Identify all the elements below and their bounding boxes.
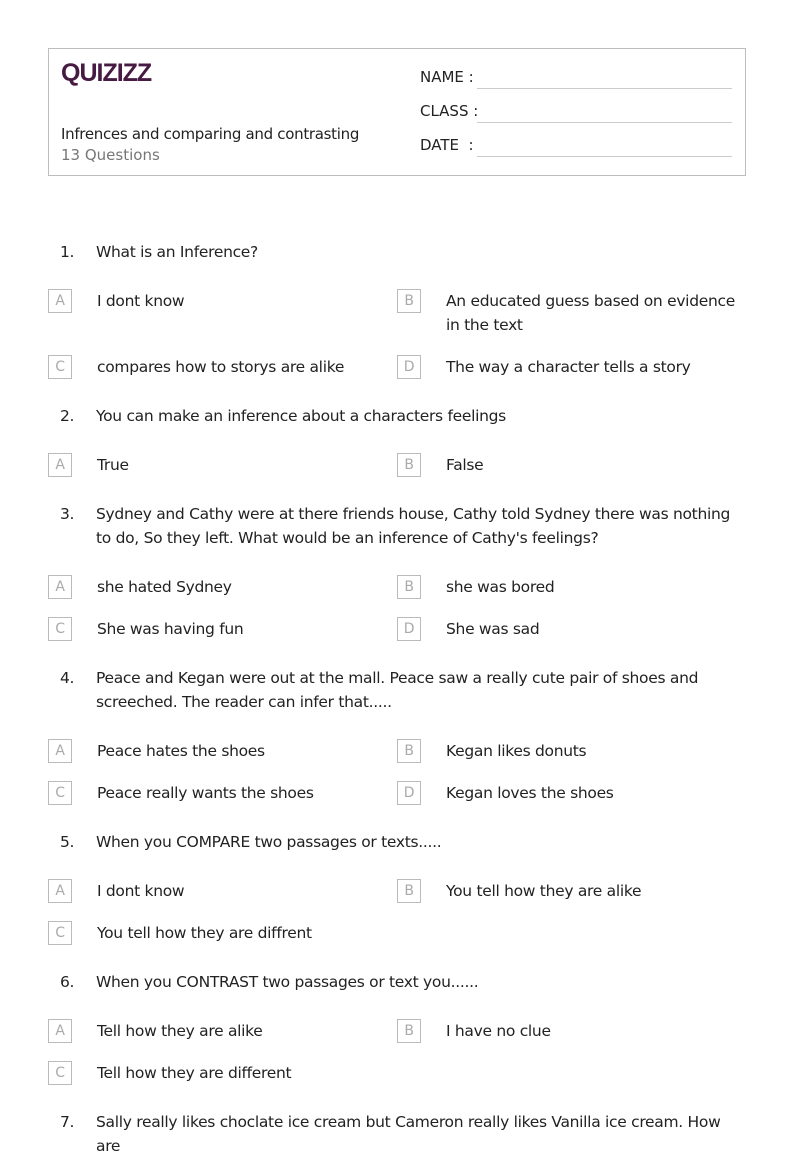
question-text: When you COMPARE two passages or texts..... [96,833,442,851]
option-text: Kegan loves the shoes [446,784,614,802]
option-text: I dont know [97,292,185,310]
name-field[interactable] [420,68,474,86]
question-text: You can make an inference about a characters feelings [96,407,506,425]
answer-option[interactable] [0,289,397,337]
question [0,404,794,428]
name-line[interactable] [477,88,732,89]
option-text: True [97,456,129,474]
option-letter-box[interactable]: B [397,289,421,313]
question [0,240,794,264]
option-text: You tell how they are alike [446,882,642,900]
option-text: False [446,456,484,474]
option-letter-box[interactable]: A [48,1019,72,1043]
answer-options [0,453,794,477]
answer-option[interactable] [0,575,397,599]
question-number: 5. [60,833,75,851]
option-text: An educated guess based on evidence in the text [446,292,735,334]
name-label: NAME : [420,68,474,86]
option-text: Peace really wants the shoes [97,784,314,802]
option-text: Tell how they are alike [97,1022,263,1040]
option-text: she hated Sydney [97,578,232,596]
question-text: Peace and Kegan were out at the mall. Peace saw a really cute pair of shoes and screeched. The reader can infer that..... [96,669,699,711]
class-line[interactable] [477,122,732,123]
question-text: Sydney and Cathy were at there friends house, Cathy told Sydney there was nothing to do, So they left. What would be an inference of Cathy's feelings? [96,505,731,547]
question [0,502,794,550]
answer-option[interactable] [397,289,746,337]
question-block [0,970,794,1085]
answer-option[interactable] [397,575,746,599]
option-letter-box[interactable]: B [397,739,421,763]
option-text: I dont know [97,882,185,900]
question-text: What is an Inference? [96,243,258,261]
question [0,830,794,854]
option-letter-box[interactable]: A [48,879,72,903]
question [0,970,794,994]
option-letter-box[interactable]: B [397,453,421,477]
option-letter-box[interactable]: A [48,289,72,313]
question-block [0,502,794,641]
option-letter-box[interactable]: D [397,617,421,641]
option-letter-box[interactable]: D [397,355,421,379]
question-block [0,666,794,805]
date-line[interactable] [477,156,732,157]
option-letter-box[interactable]: C [48,1061,72,1085]
option-letter-box[interactable]: C [48,355,72,379]
option-letter-box[interactable]: B [397,879,421,903]
question-number: 1. [60,243,75,261]
option-text: I have no clue [446,1022,551,1040]
date-field[interactable] [420,136,474,154]
answer-option[interactable] [397,453,746,477]
answer-option[interactable] [397,781,746,805]
option-letter-box[interactable]: B [397,575,421,599]
option-text: Kegan likes donuts [446,742,587,760]
option-text: You tell how they are diffrent [97,924,312,942]
question [0,1110,794,1158]
answer-option[interactable] [0,355,397,379]
answer-option[interactable] [397,879,746,903]
question-number: 4. [60,669,75,687]
question-block [0,404,794,477]
question-list [0,240,794,1158]
answer-option[interactable] [0,739,397,763]
option-text: She was having fun [97,620,244,638]
question-text: Sally really likes choclate ice cream but Cameron really likes Vanilla ice cream. How are [96,1113,721,1155]
quizizz-logo: QUIZIZZ [61,59,152,87]
option-letter-box[interactable]: C [48,781,72,805]
answer-option[interactable] [0,781,397,805]
question-block [0,240,794,379]
answer-option[interactable] [0,1019,397,1043]
worksheet-title: Infrences and comparing and contrasting [61,125,360,143]
option-letter-box[interactable]: A [48,575,72,599]
option-letter-box[interactable]: A [48,739,72,763]
option-letter-box[interactable]: B [397,1019,421,1043]
class-label: CLASS : [420,102,479,120]
answer-option[interactable] [397,355,746,379]
option-letter-box[interactable]: D [397,781,421,805]
question-block [0,1110,794,1158]
option-text: compares how to storys are alike [97,358,345,376]
option-letter-box[interactable]: A [48,453,72,477]
option-text: she was bored [446,578,555,596]
question-count: 13 Questions [61,146,160,164]
answer-option[interactable] [0,921,397,945]
class-field[interactable] [420,102,478,120]
answer-option[interactable] [0,879,397,903]
option-text: Peace hates the shoes [97,742,265,760]
question-number: 2. [60,407,75,425]
answer-option[interactable] [397,1019,746,1043]
answer-option[interactable] [0,453,397,477]
question-text: When you CONTRAST two passages or text you...... [96,973,479,991]
option-letter-box[interactable]: C [48,921,72,945]
option-text: She was sad [446,620,540,638]
answer-options [0,879,794,945]
option-letter-box[interactable]: C [48,617,72,641]
question-number: 6. [60,973,75,991]
answer-option[interactable] [397,739,746,763]
answer-option[interactable] [0,1061,397,1085]
answer-option[interactable] [0,617,397,641]
question [0,666,794,714]
question-block [0,830,794,945]
option-text: The way a character tells a story [446,358,691,376]
date-label: DATE : [420,136,474,154]
answer-options [0,289,794,379]
answer-option[interactable] [397,617,746,641]
answer-options [0,1019,794,1085]
question-number: 3. [60,505,75,523]
worksheet-header [48,48,746,176]
answer-options [0,739,794,805]
option-text: Tell how they are different [97,1064,292,1082]
question-number: 7. [60,1113,75,1131]
answer-options [0,575,794,641]
